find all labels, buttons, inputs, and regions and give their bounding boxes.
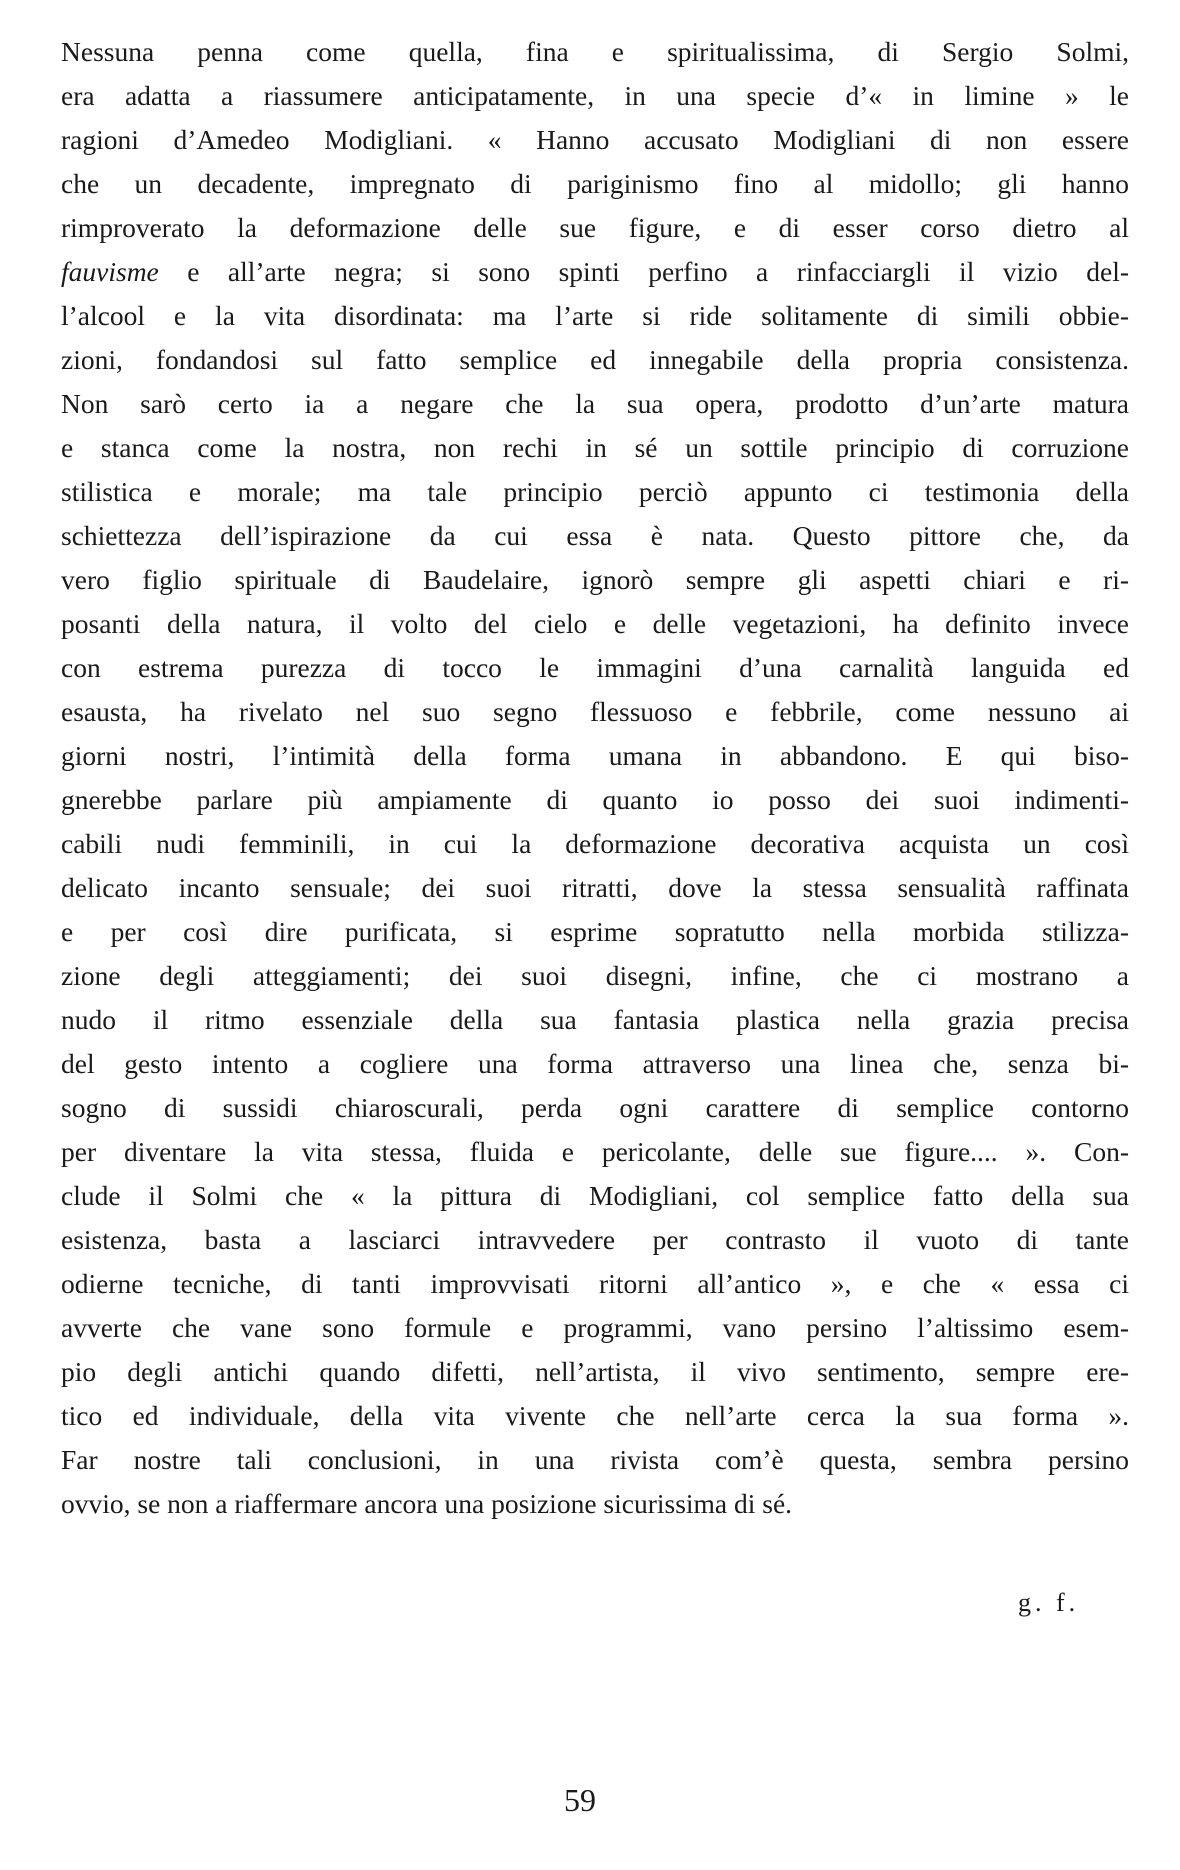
text-line [61,1130,1129,1174]
text-line [61,602,1129,646]
text-line [61,778,1129,822]
line-text: avverte che vane sono formule e programmi, vano persino l’altissimo esem- [61,1312,1129,1343]
text-line [61,954,1129,998]
text-line [61,118,1129,162]
text-line [61,866,1129,910]
text-line [61,250,1129,294]
text-line [61,1262,1129,1306]
line-text: giorni nostri, l’intimità della forma umana in abbandono. E qui biso- [61,740,1129,771]
text-line [61,822,1129,866]
text-line [61,470,1129,514]
line-text: con estrema purezza di tocco le immagini d’una carnalità languida ed [61,652,1129,683]
line-text: per diventare la vita stessa, fluida e pericolante, delle sue figure.... ». Con- [61,1136,1129,1167]
text-line [61,1174,1129,1218]
author-initials: g. f. [1018,1588,1080,1617]
line-text: ovvio, se non a riaffermare ancora una posizione sicurissima di sé. [61,1488,793,1519]
line-text: rimproverato la deformazione delle sue figure, e di esser corso dietro al [61,212,1129,243]
text-line [61,1042,1129,1086]
line-text: del gesto intento a cogliere una forma attraverso una linea che, senza bi- [61,1048,1129,1079]
text-line [61,734,1129,778]
line-text: zione degli atteggiamenti; dei suoi disegni, infine, che ci mostrano a [61,960,1129,991]
text-line [61,910,1129,954]
text-line [61,294,1129,338]
italic-term: fauvisme [61,256,159,287]
text-line [61,338,1129,382]
line-text: odierne tecniche, di tanti improvvisati ritorni all’antico », e che « essa ci [61,1268,1129,1299]
line-text: sogno di sussidi chiaroscurali, perda ogni carattere di semplice contorno [61,1092,1129,1123]
line-text: tico ed individuale, della vita vivente che nell’arte cerca la sua forma ». [61,1400,1129,1431]
line-text: stilistica e morale; ma tale principio perciò appunto ci testimonia della [61,476,1129,507]
line-text: Non sarò certo ia a negare che la sua opera, prodotto d’un’arte matura [61,388,1129,419]
line-text: zioni, fondandosi sul fatto semplice ed innegabile della propria consistenza. [61,344,1129,375]
text-line [61,1306,1129,1350]
line-text: l’alcool e la vita disordinata: ma l’arte si ride solitamente di simili obbie- [61,300,1129,331]
text-line [61,1086,1129,1130]
text-line [61,382,1129,426]
line-text: e stanca come la nostra, non rechi in sé un sottile principio di corruzione [61,432,1129,463]
line-text: era adatta a riassumere anticipatamente, in una specie d’« in limine » le [61,80,1129,111]
page-number: 59 [564,1782,596,1818]
text-line [61,1438,1129,1482]
line-text: Far nostre tali conclusioni, in una rivista com’è questa, sembra persino [61,1444,1129,1475]
text-line [61,30,1129,74]
line-text: gnerebbe parlare più ampiamente di quanto io posso dei suoi indimenti- [61,784,1129,815]
line-text: cabili nudi femminili, in cui la deformazione decorativa acquista un così [61,828,1129,859]
text-line [61,426,1129,470]
line-text: pio degli antichi quando difetti, nell’artista, il vivo sentimento, sempre ere- [61,1356,1129,1387]
text-line [61,162,1129,206]
line-text: Nessuna penna come quella, fina e spiritualissima, di Sergio Solmi, [61,36,1129,67]
line-text: schiettezza dell’ispirazione da cui essa è nata. Questo pittore che, da [61,520,1129,551]
text-line [61,646,1129,690]
text-line [61,690,1129,734]
article-body [61,30,1129,1526]
text-line [61,558,1129,602]
line-text: vero figlio spirituale di Baudelaire, ignorò sempre gli aspetti chiari e ri- [61,564,1129,595]
text-line [61,1218,1129,1262]
text-line [61,1482,1129,1526]
line-text: posanti della natura, il volto del cielo e delle vegetazioni, ha definito invece [61,608,1129,639]
line-text: ragioni d’Amedeo Modigliani. « Hanno accusato Modigliani di non essere [61,124,1129,155]
line-text: e per così dire purificata, si esprime sopratutto nella morbida stilizza- [61,916,1129,947]
text-line [61,206,1129,250]
line-text: clude il Solmi che « la pittura di Modigliani, col semplice fatto della sua [61,1180,1129,1211]
text-line [61,1350,1129,1394]
line-text: nudo il ritmo essenziale della sua fantasia plastica nella grazia precisa [61,1004,1129,1035]
text-line [61,514,1129,558]
text-line [61,998,1129,1042]
text-line [61,1394,1129,1438]
text-line [61,74,1129,118]
line-text: e all’arte negra; si sono spinti perfino a rinfacciargli il vizio del- [158,256,1129,287]
line-text: esistenza, basta a lasciarci intravvedere per contrasto il vuoto di tante [61,1224,1129,1255]
line-text: che un decadente, impregnato di pariginismo fino al midollo; gli hanno [61,168,1129,199]
line-text: esausta, ha rivelato nel suo segno flessuoso e febbrile, come nessuno ai [61,696,1129,727]
line-text: delicato incanto sensuale; dei suoi ritratti, dove la stessa sensualità raffinata [61,872,1129,903]
